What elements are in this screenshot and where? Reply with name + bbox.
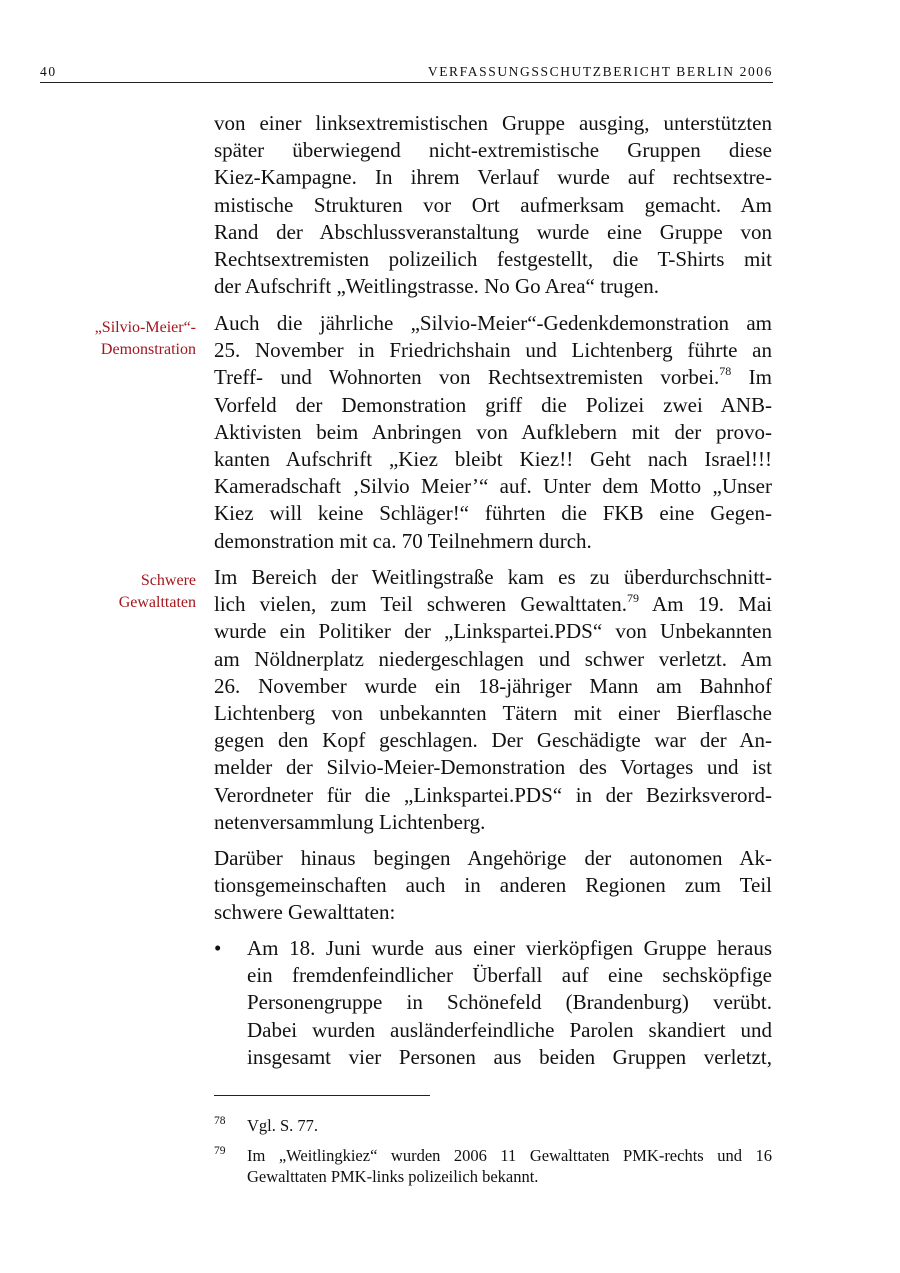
paragraph-4 — [214, 845, 772, 927]
text-line: Darüber hinaus begingen Angehörige der autonomen Ak- — [214, 846, 772, 870]
footnote-ref-78[interactable]: 78 — [719, 364, 732, 379]
text-line: von einer linksextremistischen Gruppe ausging, unterstützten — [214, 111, 772, 135]
text-line: mistische Strukturen vor Ort aufmerksam gemacht. Am — [214, 192, 772, 217]
text-segment: Am 19. Mai — [639, 592, 772, 617]
text-line: Vgl. S. 77. — [247, 1116, 319, 1135]
text-line: tionsgemeinschaften auch in anderen Regionen zum Teil — [214, 873, 772, 898]
text-line: Kameradschaft ‚Silvio Meier’“ auf. Unter dem Motto „Unser — [214, 474, 772, 499]
text-line: wurde ein Politiker der „Linkspartei.PDS“ von Unbekannten — [214, 619, 772, 644]
text-line: Dabei wurden ausländerfeindliche Parolen skandiert und — [247, 1017, 772, 1042]
text-line: Rand der Abschlussveranstaltung wurde eine Gruppe von — [214, 219, 772, 244]
margin-note-silvio-meier — [46, 317, 196, 360]
text-line: Gewalttaten PMK-links polizeilich bekannt. — [247, 1167, 539, 1186]
footnote-ref-79[interactable]: 79 — [627, 591, 640, 606]
margin-note-schwere-gewalttaten — [46, 570, 196, 613]
text-line: am Nöldnerplatz niedergeschlagen und schwer verletzt. Am — [214, 646, 772, 671]
running-header — [40, 62, 773, 83]
footnote-text — [247, 1115, 772, 1136]
margin-note-line: Gewalttaten — [118, 593, 196, 611]
footnote-number: 79 — [214, 1145, 226, 1157]
bullet-item — [247, 935, 772, 1071]
text-line: Verordneter für die „Linkspartei.PDS“ in der Bezirksverord- — [214, 782, 772, 807]
text-line: 26. November wurde ein 18-jähriger Mann am Bahnhof — [214, 673, 772, 698]
text-line: Im Bereich der Weitlingstraße kam es zu überdurchschnitt- — [214, 565, 772, 589]
footnote-separator — [214, 1095, 430, 1096]
text-line: Personengruppe in Schönefeld (Brandenburg) verübt. — [247, 990, 772, 1015]
text-line: schwere Gewalttaten: — [214, 900, 396, 925]
text-line: Vorfeld der Demonstration griff die Polizei zwei ANB- — [214, 392, 772, 417]
text-line: insgesamt vier Personen aus beiden Gruppen verletzt, — [247, 1044, 772, 1069]
text-segment: Im — [731, 365, 772, 390]
text-line: demonstration mit ca. 70 Teilnehmern durch. — [214, 528, 592, 553]
text-line: Kiez will keine Schläger!“ führten die FKB eine Gegen- — [214, 501, 772, 526]
text-line: 25. November in Friedrichshain und Lichtenberg führte an — [214, 338, 772, 363]
margin-note-line: Schwere — [140, 572, 196, 589]
footnote-text — [247, 1145, 772, 1187]
text-line: ein fremdenfeindlicher Überfall auf eine sechsköpfige — [247, 963, 772, 988]
text-line: kanten Aufschrift „Kiez bleibt Kiez!! Geht nach Israel!!! — [214, 447, 772, 472]
header-title: VERFASSUNGSSCHUTZBERICHT BERLIN 2006 — [427, 64, 773, 79]
text-line: später überwiegend nicht-extremistische Gruppen diese — [214, 138, 772, 163]
paragraph-2 — [214, 310, 772, 555]
text-line: Lichtenberg von unbekannten Tätern mit einer Bierflasche — [214, 701, 772, 726]
text-line: netenversammlung Lichtenberg. — [214, 809, 486, 834]
text-line: Kiez-Kampagne. In ihrem Verlauf wurde auf rechtsextre- — [214, 165, 772, 190]
paragraph-3 — [214, 564, 772, 836]
text-line: Am 18. Juni wurde aus einer vierköpfigen Gruppe heraus — [247, 936, 772, 960]
footnote-number: 78 — [214, 1115, 226, 1127]
text-line: Rechtsextremisten polizeilich festgestellt, die T-Shirts mit — [214, 247, 772, 272]
text-line — [214, 364, 772, 391]
text-segment: Treff- und Wohnorten von Rechtsextremisten vorbei. — [214, 365, 720, 390]
text-line: Auch die jährliche „Silvio-Meier“-Gedenkdemonstration am — [214, 311, 772, 335]
text-line: Aktivisten beim Anbringen von Aufklebern mit der provo- — [214, 419, 772, 444]
page-number: 40 — [40, 64, 57, 79]
margin-note-line: Demonstration — [100, 340, 196, 358]
text-line: melder der Silvio-Meier-Demonstration des Vortages und ist — [214, 755, 772, 780]
text-line: gegen den Kopf geschlagen. Der Geschädigte war der An- — [214, 728, 772, 753]
paragraph-1 — [214, 110, 772, 300]
margin-note-line: „Silvio-Meier“- — [94, 319, 196, 336]
bullet-marker: • — [214, 936, 222, 960]
text-line: der Aufschrift „Weitlingstrasse. No Go Area“ trugen. — [214, 274, 660, 299]
text-segment: lich vielen, zum Teil schweren Gewalttaten. — [214, 592, 628, 617]
text-line: Im „Weitlingkiez“ wurden 2006 11 Gewalttaten PMK-rechts und 16 — [247, 1146, 772, 1165]
text-line — [214, 591, 772, 618]
